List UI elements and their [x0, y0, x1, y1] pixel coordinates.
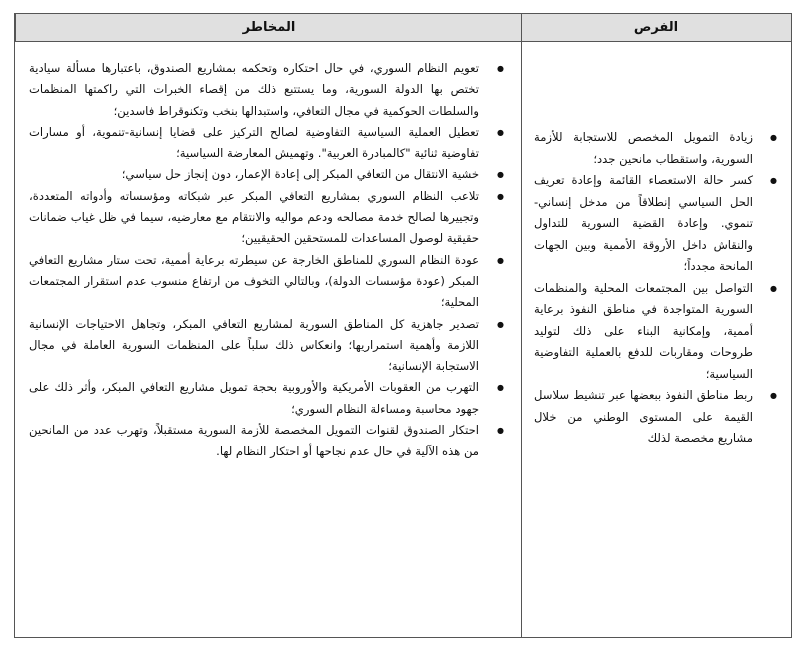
risk-item: ● تعويم النظام السوري، في حال احتكاره وتحكمه بمشاريع الصندوق، باعتبارها مسألة سيادية تختص بها الدولة السورية، وما يستتبع ذلك من إقصاء الخبرات التي راكمتها المنظمات والسلطات الحوكمية في مجال التعافي، واستبدالها بنخب وتكنوقراط فاسدين؛ [29, 58, 509, 122]
risk-item: ● خشية الانتقال من التعافي المبكر إلى إعادة الإعمار، دون إنجاز حل سياسي؛ [29, 164, 509, 185]
risk-item: ● عودة النظام السوري للمناطق الخارجة عن سيطرته برعاية أممية، تحت ستار مشاريع التعافي المبكر (عودة مؤسسات الدولة)، وبالتالي التخوف من ارتفاع منسوب عدم استقرار المجتمعات المحلية؛ [29, 250, 509, 314]
risk-item: ● تعطيل العملية السياسية التفاوضية لصالح التركيز على قضايا إنسانية-تنموية، أو مسارات تفاوضية ثنائية "كالمبادرة العربية". وتهميش المعارضة السياسية؛ [29, 122, 509, 165]
opportunities-column [520, 127, 791, 450]
opportunity-item: ● كسر حالة الاستعصاء القائمة وإعادة تعريف الحل السياسي إنطلاقاً من مدخل إنساني-تنموي. وإعادة القضية السورية للتداول والنقاش داخل الأروقة الأممية وبين الجهات المانحة مجدداً؛ [534, 170, 781, 278]
risk-item: ● تصدير جاهزية كل المناطق السورية لمشاريع التعافي المبكر، وتجاهل الاحتياجات الإنسانية اللازمة وأهمية استمراريها؛ وانعكاس ذلك سلباً على المنظمات السورية العاملة في مجال الاستجابة الإنسانية؛ [29, 314, 509, 378]
risk-item: ● التهرب من العقوبات الأمريكية والأوروبية بحجة تمويل مشاريع التعافي المبكر، وأثر ذلك على جهود محاسبة ومساءلة النظام السوري؛ [29, 377, 509, 420]
opportunities-header: الفرص [521, 14, 791, 42]
opportunities-list [534, 127, 781, 450]
risks-header: المخاطر [15, 14, 522, 42]
opportunity-item: ● ربط مناطق النفوذ ببعضها عبر تنشيط سلاسل القيمة على المستوى الوطني من خلال مشاريع مخصصة لذلك [534, 385, 781, 450]
risk-item: ● تلاعب النظام السوري بمشاريع التعافي المبكر عبر شبكاته ومؤسساته وأدواته المتعددة، وتجييرها لصالح خدمة مصالحه ودعم مواليه والانتقام مع معارضيه، سيما في ظل غياب ضمانات حقيقية لوصول المساعدات للمستحقين الحقيقيين؛ [29, 186, 509, 250]
opportunity-item: ● زيادة التمويل المخصص للاستجابة للأزمة السورية، واستقطاب مانحين جدد؛ [534, 127, 781, 170]
opportunity-item: ● التواصل بين المجتمعات المحلية والمنظمات السورية المتواجدة في مناطق النفوذ برعاية أممية، وإمكانية البناء على ذلك لتوليد طروحات ومقاربات للدفع بالعملية التفاوضية السياسية؛ [534, 278, 781, 386]
risk-item: ● احتكار الصندوق لقنوات التمويل المخصصة للأزمة السورية مستقبلاً، وتهرب عدد من المانحين من هذه الآلية في حال عدم نجاحها أو احتكار النظام لها. [29, 420, 509, 463]
risks-opportunities-table [14, 13, 792, 638]
risks-column [15, 58, 521, 463]
risks-list [29, 58, 509, 463]
